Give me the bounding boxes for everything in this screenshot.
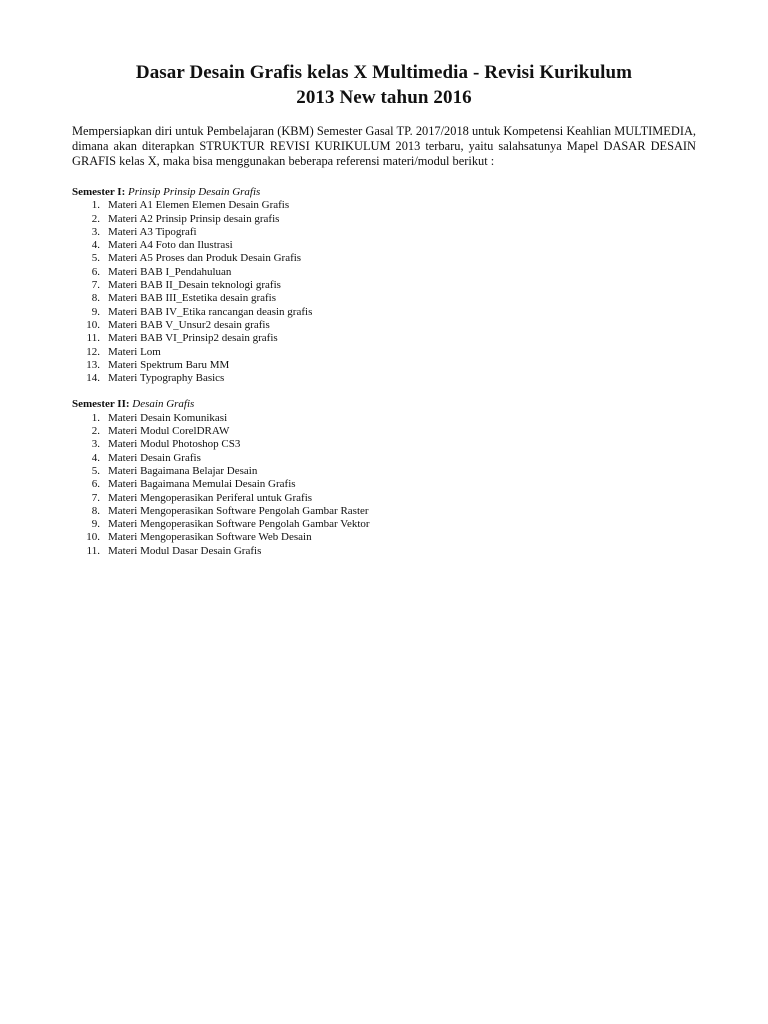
list-item-text: Materi Bagaimana Memulai Desain Grafis [108, 478, 296, 491]
list-item-text: Materi BAB V_Unsur2 desain grafis [108, 318, 270, 331]
list-item-number: 12. [86, 345, 100, 358]
list-item-text: Materi A5 Proses dan Produk Desain Grafis [108, 252, 302, 265]
list-item [72, 266, 696, 279]
list-item-text: Materi A4 Foto dan Ilustrasi [108, 239, 233, 252]
list-item-text: Materi Typography Basics [108, 372, 225, 385]
list-item [72, 531, 696, 544]
intro-paragraph: Mempersiapkan diri untuk Pembelajaran (KBM) Semester Gasal TP. 2017/2018 untuk Kompetensi Keahlian MULTIMEDIA, dimana akan diterapkan STRUKTUR REVISI KURIKULUM 2013 terbaru, yaitu salahsatunya Mapel DASAR DESAIN GRAFIS kelas X, maka bisa menggunakan beberapa referensi materi/modul berikut : [72, 124, 696, 168]
list-item [72, 438, 696, 451]
list-item-text: Materi BAB II_Desain teknologi grafis [108, 279, 281, 292]
semester-1-section [72, 186, 696, 385]
title-line-2: 2013 New tahun 2016 [296, 87, 472, 108]
list-item [72, 425, 696, 438]
list-item-number: 10. [86, 531, 100, 544]
list-item-text: Materi Mengoperasikan Software Pengolah Gambar Vektor [108, 518, 370, 531]
list-item-number: 7. [91, 279, 100, 292]
list-item-number: 7. [91, 491, 100, 504]
list-item [72, 452, 696, 465]
list-item-text: Materi Lom [108, 345, 161, 358]
list-item-text: Materi BAB IV_Etika rancangan deasin grafis [108, 305, 313, 318]
semester-2-list [72, 412, 696, 558]
list-item-number: 2. [91, 425, 100, 438]
list-item-text: Materi Modul Photoshop CS3 [108, 438, 241, 451]
list-item [72, 332, 696, 345]
list-item [72, 319, 696, 332]
list-item-number: 13. [86, 358, 100, 371]
list-item-text: Materi Desain Komunikasi [108, 411, 228, 424]
document-page [72, 60, 696, 558]
list-item-text: Materi A3 Tipografi [108, 225, 197, 238]
list-item-number: 4. [91, 239, 100, 252]
list-item [72, 213, 696, 226]
list-item [72, 372, 696, 385]
list-item-text: Materi Desain Grafis [108, 451, 201, 464]
list-item [72, 505, 696, 518]
semester-1-label: Semester I: [72, 186, 126, 198]
list-item-text: Materi Mengoperasikan Software Pengolah Gambar Raster [108, 504, 369, 517]
semester-2-label: Semester II: [72, 398, 130, 411]
list-item-text: Materi Spektrum Baru MM [108, 358, 230, 371]
list-item-text: Materi Modul CorelDRAW [108, 425, 230, 438]
list-item [72, 465, 696, 478]
semester-1-subtitle: Prinsip Prinsip Desain Grafis [128, 186, 261, 198]
semester-1-heading [72, 186, 696, 199]
list-item-number: 3. [91, 438, 100, 451]
list-item-number: 1. [91, 199, 100, 212]
list-item-text: Materi BAB VI_Prinsip2 desain grafis [108, 332, 278, 345]
list-item-number: 6. [91, 265, 100, 278]
semester-2-heading [72, 398, 696, 411]
list-item-text: Materi BAB III_Estetika desain grafis [108, 292, 277, 305]
list-item [72, 252, 696, 265]
list-item-number: 3. [91, 225, 100, 238]
list-item-text: Materi Mengoperasikan Periferal untuk Grafis [108, 491, 313, 504]
list-item-number: 1. [91, 411, 100, 424]
list-item [72, 292, 696, 305]
list-item-number: 4. [91, 451, 100, 464]
title-line-1: Dasar Desain Grafis kelas X Multimedia - Revisi Kurikulum [135, 62, 633, 83]
list-item-number: 10. [86, 318, 100, 331]
list-item-number: 2. [91, 212, 100, 225]
list-item-number: 14. [86, 372, 100, 385]
list-item [72, 279, 696, 292]
list-item [72, 239, 696, 252]
semester-2-subtitle: Desain Grafis [132, 398, 195, 411]
list-item-text: Materi A2 Prinsip Prinsip desain grafis [108, 212, 280, 225]
list-item-text: Materi A1 Elemen Elemen Desain Grafis [108, 199, 290, 212]
list-item [72, 545, 696, 558]
list-item-number: 6. [91, 478, 100, 491]
semester-2-section [72, 398, 696, 558]
list-item-number: 9. [91, 518, 100, 531]
list-item-number: 8. [91, 292, 100, 305]
list-item [72, 478, 696, 491]
list-item-text: Materi Modul Dasar Desain Grafis [108, 544, 262, 557]
list-item [72, 359, 696, 372]
list-item-number: 5. [91, 464, 100, 477]
list-item [72, 199, 696, 212]
list-item-number: 8. [91, 504, 100, 517]
semester-1-list [72, 199, 696, 385]
list-item-number: 11. [86, 544, 100, 557]
list-item-text: Materi Mengoperasikan Software Web Desain [108, 531, 312, 544]
list-item [72, 492, 696, 505]
list-item-number: 5. [91, 252, 100, 265]
list-item-text: Materi Bagaimana Belajar Desain [108, 464, 258, 477]
list-item [72, 306, 696, 319]
list-item-number: 9. [91, 305, 100, 318]
document-title [72, 60, 696, 110]
list-item [72, 518, 696, 531]
list-item [72, 346, 696, 359]
list-item-number: 11. [86, 332, 100, 345]
list-item-text: Materi BAB I_Pendahuluan [108, 265, 232, 278]
list-item [72, 412, 696, 425]
list-item [72, 226, 696, 239]
